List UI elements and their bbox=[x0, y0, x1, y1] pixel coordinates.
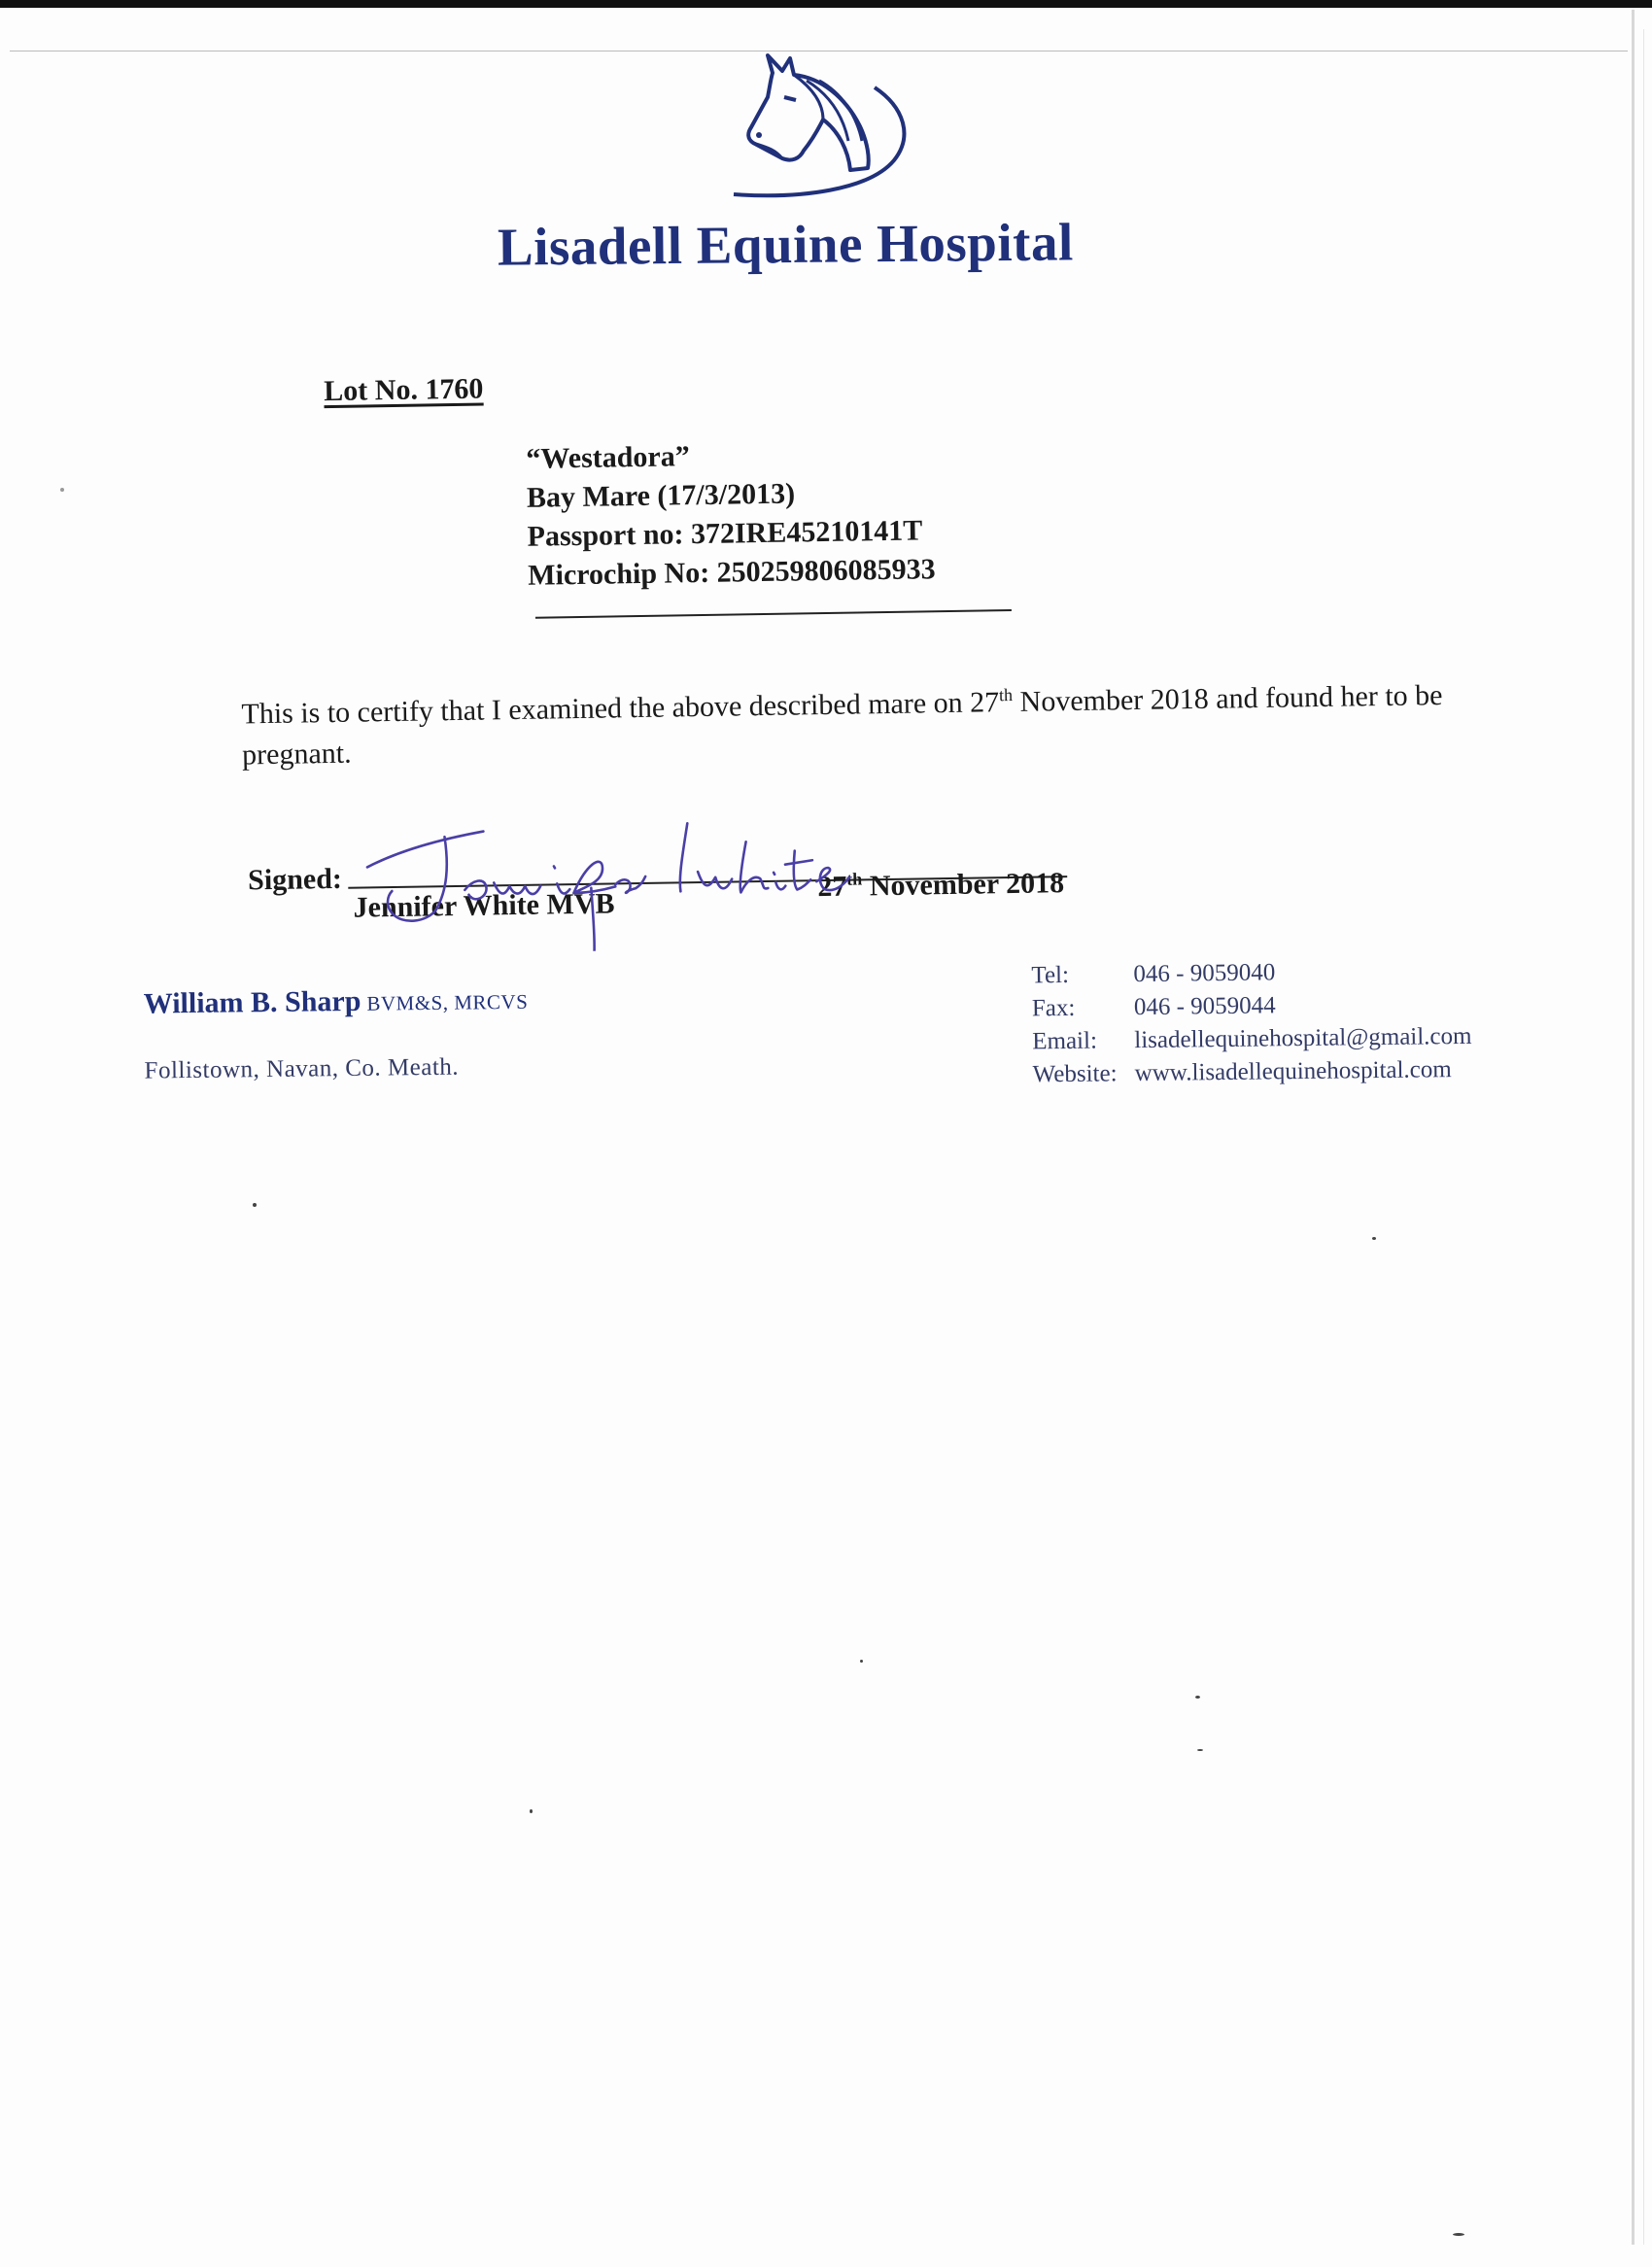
scan-speck bbox=[60, 488, 64, 492]
statement-text-start: This is to certify that I examined the above described mare on 27 bbox=[241, 686, 1000, 731]
address: Follistown, Navan, Co. Meath. bbox=[144, 1053, 460, 1084]
contact-label: Email: bbox=[1032, 1027, 1098, 1055]
contact-label: Fax: bbox=[1031, 994, 1076, 1022]
lot-number: Lot No. 1760 bbox=[324, 372, 484, 408]
contact-row-tel bbox=[1031, 954, 1471, 993]
microchip-number: Microchip No: 250259806085933 bbox=[528, 553, 936, 592]
contact-row-fax bbox=[1032, 987, 1472, 1026]
contact-value: www.lisadellequinehospital.com bbox=[1134, 1056, 1452, 1087]
scan-speck bbox=[1372, 1237, 1376, 1240]
vet-qualifications: BVM&S, MRCVS bbox=[366, 989, 529, 1015]
passport-number: Passport no: 372IRE45210141T bbox=[527, 514, 923, 553]
contact-label: Tel: bbox=[1031, 961, 1070, 989]
date-day: 27 bbox=[817, 870, 847, 904]
date-superscript: th bbox=[846, 869, 863, 889]
contact-value: 046 - 9059040 bbox=[1133, 959, 1276, 988]
contact-value: 046 - 9059044 bbox=[1133, 992, 1276, 1021]
scan-speck bbox=[860, 1660, 863, 1663]
date-rest: November 2018 bbox=[862, 867, 1065, 903]
scan-speck bbox=[1195, 1696, 1200, 1699]
scan-speck bbox=[1453, 2233, 1464, 2236]
vet-name-block bbox=[144, 983, 529, 1021]
signed-label: Signed: bbox=[247, 862, 343, 897]
scan-speck bbox=[1197, 1749, 1203, 1751]
horse-name: “Westadora” bbox=[526, 440, 690, 475]
statement-text-end: November 2018 and found her to be pregnant. bbox=[241, 679, 1443, 772]
contact-row-email bbox=[1032, 1020, 1472, 1059]
hospital-name: Lisadell Equine Hospital bbox=[497, 212, 1074, 277]
vet-name: William B. Sharp bbox=[143, 984, 361, 1020]
contact-value: lisadellequinehospital@gmail.com bbox=[1134, 1022, 1472, 1054]
contact-label: Website: bbox=[1032, 1060, 1118, 1088]
contact-details bbox=[1031, 954, 1472, 1092]
statement-superscript: th bbox=[998, 684, 1014, 705]
signer-name: Jennifer White MVB bbox=[353, 887, 615, 924]
scan-speck bbox=[530, 1809, 533, 1813]
contact-row-website bbox=[1032, 1053, 1472, 1092]
horse-description: Bay Mare (17/3/2013) bbox=[526, 477, 796, 514]
scan-speck bbox=[253, 1203, 257, 1207]
